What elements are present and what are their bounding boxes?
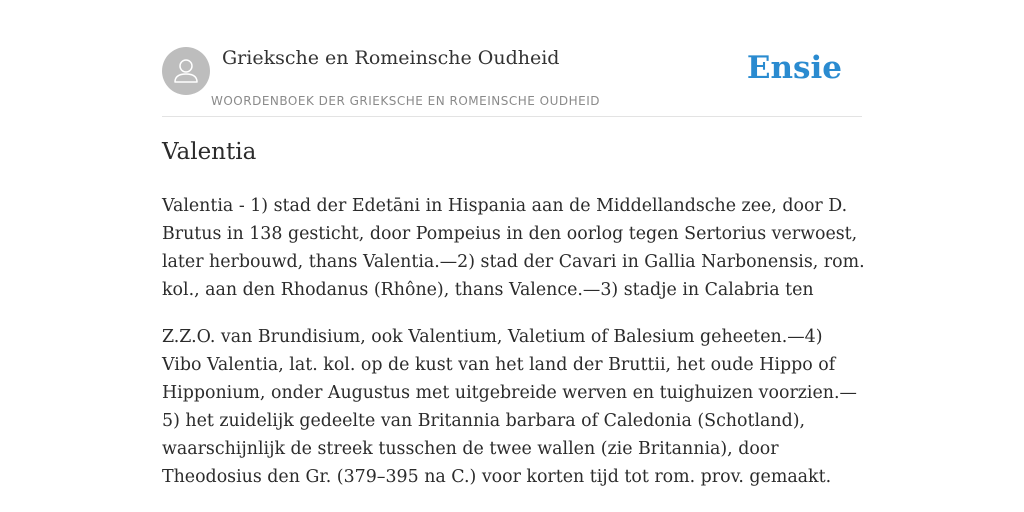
dictionary-subtitle[interactable]: WOORDENBOEK DER GRIEKSCHE EN ROMEINSCHE OUDHEID — [211, 94, 601, 108]
author-name[interactable]: Grieksche en Romeinsche Oudheid — [222, 47, 560, 69]
ensie-logo[interactable]: Ensie — [746, 50, 842, 86]
entry-paragraph-2: Z.Z.O. van Brundisium, ook Valentium, Valetium of Balesium geheeten.—4) Vibo Valentia, lat. kol. op de kust van het land der Bruttii, het oude Hippo of Hipponium, onder Augustus met uitgebreide werven en tuighuizen voorzien.—5) het zuidelijk gedeelte van Britannia barbara of Caledonia (Schotland), waarschijnlijk de streek tusschen de twee wallen (zie Britannia), door Theodosius den Gr. (379–395 na C.) voor korten tijd tot rom. prov. gemaakt. — [162, 327, 857, 487]
avatar[interactable] — [162, 47, 210, 95]
entry-paragraph-1: Valentia - 1) stad der Edetāni in Hispania aan de Middellandsche zee, door D. Brutus in 138 gesticht, door Pompeius in den oorlog tegen Sertorius verwoest, later herbouwd, thans Valentia.—2) stad der Cavari in Gallia Narbonensis, rom. kol., aan den Rhodanus (Rhône), thans Valence.—3) stadje in Calabria ten — [162, 196, 865, 300]
entry-title: Valentia — [162, 139, 257, 165]
header — [162, 44, 862, 117]
user-icon — [162, 47, 210, 95]
